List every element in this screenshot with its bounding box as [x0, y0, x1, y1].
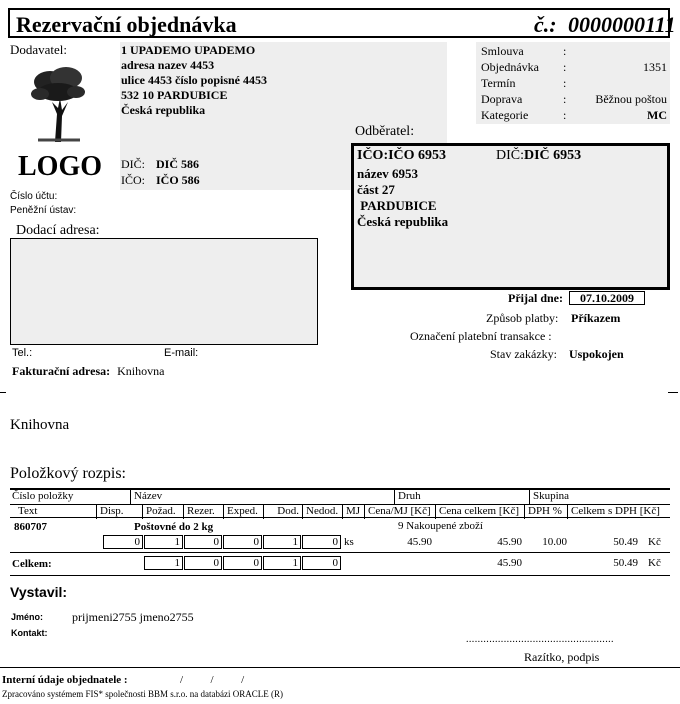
items-divider — [10, 552, 670, 553]
col-total-vat: Celkem s DPH [Kč] — [567, 505, 660, 519]
email-label: E-mail: — [164, 347, 199, 359]
qty-nedod: 0 — [302, 535, 341, 549]
col-nedod: Nedod. — [302, 505, 338, 519]
total-divider — [10, 575, 670, 576]
delivery-name: Knihovna — [10, 417, 70, 433]
invoice-address — [12, 364, 164, 379]
logo-tree-icon — [28, 62, 88, 144]
issuer-contact-label: Kontakt: — [11, 628, 48, 638]
dic-value: DIČ 586 — [156, 157, 200, 171]
total-currency: Kč — [648, 557, 661, 569]
supplier-line: adresa nazev 4453 — [121, 58, 215, 72]
logo-text: LOGO — [18, 151, 103, 182]
item-type: 9 Nakoupené zboží — [398, 520, 483, 532]
item-name: Poštovné do 2 kg — [134, 521, 214, 533]
order-info-row: Doprava : Běžnou poštou — [481, 92, 667, 106]
ico-value: IČO 586 — [156, 173, 200, 187]
customer-dic-value: DIČ 6953 — [524, 148, 582, 163]
stamp-line: ................................................... — [466, 634, 614, 645]
item-unit: ks — [344, 536, 354, 548]
item-price-unit: 45.90 — [407, 536, 432, 548]
ico-label: IČO: — [121, 173, 145, 187]
issuer-title: Vystavil: — [10, 584, 68, 600]
col-rezer: Rezer. — [183, 505, 215, 519]
delivery-label: Dodací adresa: — [16, 223, 100, 238]
payment-value: Příkazem — [571, 311, 621, 325]
customer-dic-label: DIČ: — [496, 148, 524, 163]
col-group: Skupina — [529, 490, 569, 504]
item-vat: 10.00 — [542, 536, 567, 548]
issuer-name-value: prijmeni2755 jmeno2755 — [72, 610, 194, 624]
col-price-total: Cena celkem [Kč] — [435, 505, 519, 519]
items-header-row2 — [10, 505, 670, 519]
header-box — [8, 8, 676, 38]
received-label: Přijal dne: — [508, 291, 563, 305]
order-info-row: Objednávka : 1351 — [481, 60, 667, 74]
invoice-value: Knihovna — [117, 364, 165, 378]
total-rezer: 0 — [184, 556, 222, 570]
total-nedod: 0 — [302, 556, 341, 570]
qty-pozad: 1 — [144, 535, 183, 549]
invoice-label: Fakturační adresa: — [12, 364, 111, 378]
customer-line: název 6953 — [357, 166, 419, 181]
customer-ico: IČO:IČO 6953 — [357, 148, 447, 163]
qty-exped: 0 — [223, 535, 262, 549]
order-info — [481, 43, 669, 123]
total-with-vat: 50.49 — [613, 557, 638, 569]
supplier-line: 1 UPADEMO UPADEMO — [121, 43, 256, 57]
customer-line: Česká republika — [357, 214, 449, 229]
supplier-ico — [121, 173, 200, 188]
issuer-name-label: Jméno: — [11, 612, 44, 622]
customer-address — [357, 166, 448, 230]
item-currency: Kč — [648, 536, 661, 548]
col-name: Název — [130, 490, 162, 504]
supplier-line: ulice 4453 číslo popisné 4453 — [121, 73, 268, 87]
customer-line: část 27 — [357, 182, 395, 197]
qty-dod: 1 — [263, 535, 301, 549]
supplier-dic — [121, 157, 199, 172]
order-number-label: č.: — [534, 12, 557, 37]
customer-line: PARDUBICE — [357, 198, 437, 213]
supplier-address — [121, 43, 267, 118]
footer-divider — [0, 667, 680, 668]
state-value: Uspokojen — [569, 347, 624, 361]
document-title: Rezervační objednávka — [16, 12, 237, 37]
customer-box — [351, 143, 670, 290]
items-title: Položkový rozpis: — [10, 465, 126, 482]
order-info-row: Termín : — [481, 76, 567, 90]
item-price-total: 45.90 — [497, 536, 522, 548]
col-vat: DPH % — [524, 505, 562, 519]
total-pozad: 1 — [144, 556, 183, 570]
total-exped: 0 — [223, 556, 262, 570]
items-header — [10, 488, 670, 518]
col-type: Druh — [394, 490, 421, 504]
total-label: Celkem: — [12, 558, 52, 570]
col-mj: MJ — [342, 505, 360, 519]
system-note: Zpracováno systémem FIS* společnosti BBM s.r.o. na databázi ORACLE (R) — [2, 689, 283, 699]
col-dod: Dod. — [263, 505, 302, 519]
tel-label: Tel.: — [12, 347, 33, 359]
supplier-line: 532 10 PARDUBICE — [121, 88, 228, 102]
col-price-unit: Cena/MJ [Kč] — [364, 505, 431, 519]
col-text: Text — [18, 505, 38, 517]
item-number: 860707 — [14, 521, 47, 533]
col-pozad: Požad. — [142, 505, 176, 519]
col-disp: Disp. — [96, 505, 124, 519]
internal-label: Interní údaje objednatele : — [2, 674, 128, 686]
received-value: 07.10.2009 — [569, 291, 645, 305]
stamp-label: Razítko, podpis — [524, 650, 600, 664]
col-exped: Exped. — [223, 505, 258, 519]
supplier-line: Česká republika — [121, 103, 206, 117]
item-total-vat: 50.49 — [613, 536, 638, 548]
qty-rezer: 0 — [184, 535, 222, 549]
fold-mark — [668, 392, 678, 393]
supplier-label: Dodavatel: — [10, 42, 68, 57]
dic-label: DIČ: — [121, 157, 145, 171]
bank-label: Peněžní ústav: — [10, 205, 77, 216]
internal-slashes: / / / — [180, 674, 245, 686]
order-number-value: 0000000111 — [568, 12, 676, 37]
items-header-row1 — [10, 490, 670, 505]
order-info-row: Kategorie : MC — [481, 108, 667, 122]
customer-dic — [496, 148, 581, 164]
payment-label: Způsob platby: — [486, 311, 559, 325]
transaction-label: Označení platební transakce : — [410, 329, 552, 343]
total-price: 45.90 — [497, 557, 522, 569]
customer-label: Odběratel: — [355, 124, 415, 139]
col-item-number: Číslo položky — [12, 490, 74, 502]
total-dod: 1 — [263, 556, 301, 570]
order-info-row: Smlouva : — [481, 44, 567, 58]
delivery-box — [10, 238, 318, 345]
account-label: Číslo účtu: — [10, 191, 58, 202]
fold-mark — [0, 392, 6, 393]
state-label: Stav zakázky: — [490, 347, 557, 361]
qty-disp: 0 — [103, 535, 143, 549]
